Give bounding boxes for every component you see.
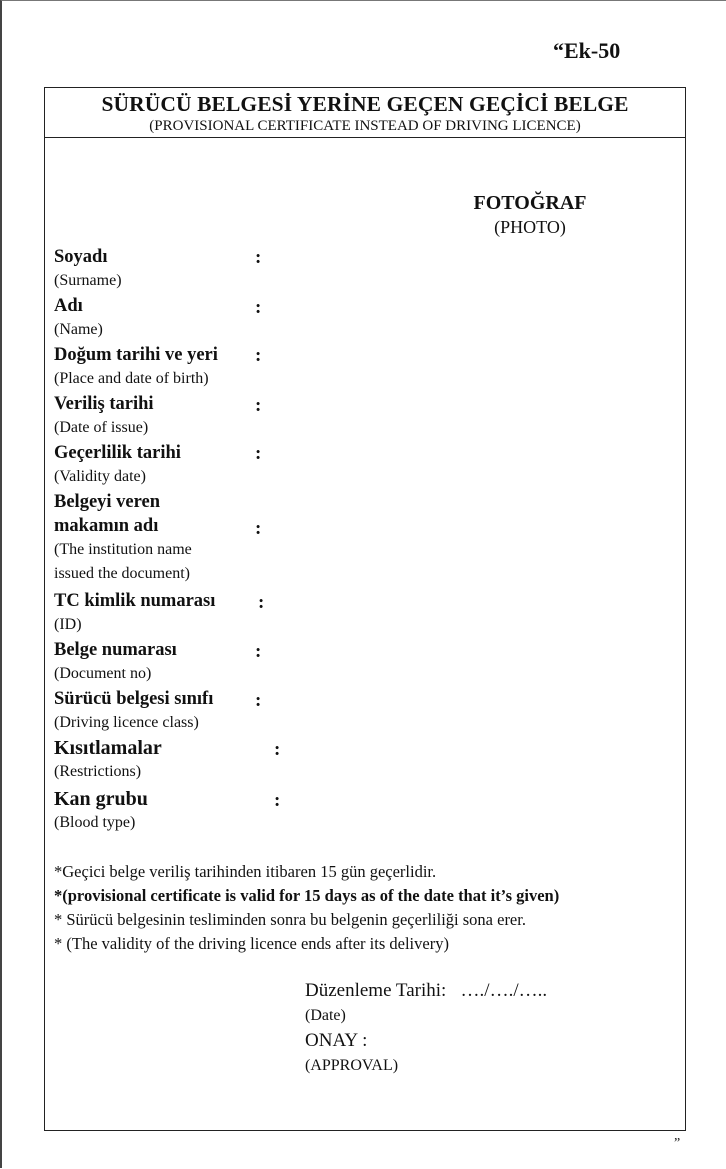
- approval-block: [305, 978, 547, 1078]
- approval-label: ONAY :: [305, 1030, 368, 1051]
- issue-date-row: [305, 978, 547, 1004]
- field-colon: :: [255, 395, 262, 416]
- field-label-en: (Date of issue): [54, 419, 149, 436]
- field-label-en: (Restrictions): [54, 763, 142, 780]
- field-document-no: [54, 638, 177, 686]
- form-subtitle: (PROVISIONAL CERTIFICATE INSTEAD OF DRIVING LICENCE): [149, 118, 581, 134]
- field-colon: :: [274, 739, 281, 760]
- field-label-tr: Kan grubu: [54, 788, 148, 810]
- field-surname: [54, 245, 122, 293]
- field-validity: [54, 441, 181, 489]
- field-colon: :: [255, 247, 262, 268]
- field-id: [54, 589, 215, 637]
- field-label-tr: Veriliş tarihi: [54, 394, 154, 414]
- field-name: [54, 294, 103, 342]
- photo-area: [450, 190, 610, 238]
- field-label-en: (Name): [54, 321, 103, 338]
- field-colon: :: [255, 690, 262, 711]
- field-label-en: (Validity date): [54, 468, 146, 485]
- field-label-en: (Place and date of birth): [54, 370, 209, 387]
- form-title: SÜRÜCÜ BELGESİ YERİNE GEÇEN GEÇİCİ BELGE: [101, 92, 629, 116]
- field-label-tr: Kısıtlamalar: [54, 737, 162, 759]
- field-label-tr: Sürücü belgesi sınıfı: [54, 689, 214, 709]
- field-colon: :: [255, 518, 262, 539]
- note-validity-tr: *Geçici belge veriliş tarihinden itibaren 15 gün geçerlidir.: [54, 862, 437, 881]
- field-blood: [54, 787, 148, 835]
- field-label-en: issued the document): [54, 565, 190, 582]
- issue-date-label: Düzenleme Tarihi:: [305, 980, 447, 1001]
- field-label-tr: Soyadı: [54, 247, 108, 267]
- field-label-tr: Belge numarası: [54, 640, 177, 660]
- field-birth: [54, 343, 218, 391]
- notes: [54, 860, 674, 956]
- note-validity-en: *(provisional certificate is valid for 15 days as of the date that it’s given): [54, 886, 560, 905]
- field-label-tr: Adı: [54, 296, 83, 316]
- note-delivery-tr: * Sürücü belgesinin tesliminden sonra bu belgenin geçerliliği sona erer.: [54, 910, 526, 929]
- field-institution: [54, 490, 192, 586]
- field-colon: :: [274, 790, 281, 811]
- field-label-tr: TC kimlik numarası: [54, 591, 216, 611]
- note-delivery-en: * (The validity of the driving licence ends after its delivery): [54, 934, 449, 953]
- field-label-en: (Surname): [54, 272, 122, 289]
- field-label-en: (ID): [54, 616, 82, 633]
- field-colon: :: [255, 297, 262, 318]
- photo-label-tr: FOTOĞRAF: [473, 192, 587, 214]
- field-label-tr: Belgeyi veren: [54, 492, 161, 512]
- field-restrictions: [54, 736, 162, 784]
- title-band: [44, 87, 686, 138]
- field-colon: :: [255, 641, 262, 662]
- approval-label-en: (APPROVAL): [305, 1057, 399, 1074]
- field-label-tr: makamın adı: [54, 516, 159, 536]
- field-label-tr: Geçerlilik tarihi: [54, 443, 181, 463]
- field-licence-class: [54, 687, 213, 735]
- field-label-tr: Doğum tarihi ve yeri: [54, 345, 218, 365]
- field-colon: :: [258, 592, 265, 613]
- annex-number: “Ek-50: [553, 38, 621, 63]
- field-label-en: (Driving licence class): [54, 714, 199, 731]
- field-colon: :: [255, 443, 262, 464]
- field-label-en: (Blood type): [54, 814, 136, 831]
- field-label-en: (Document no): [54, 665, 152, 682]
- issue-date-label-en: (Date): [305, 1007, 346, 1024]
- closing-quote: ”: [674, 1136, 681, 1151]
- issue-date-value: …./…./…..: [460, 980, 548, 1001]
- field-issue-date: [54, 392, 154, 440]
- photo-label-en: (PHOTO): [494, 217, 566, 237]
- field-label-en: (The institution name: [54, 541, 192, 558]
- field-colon: :: [255, 345, 262, 366]
